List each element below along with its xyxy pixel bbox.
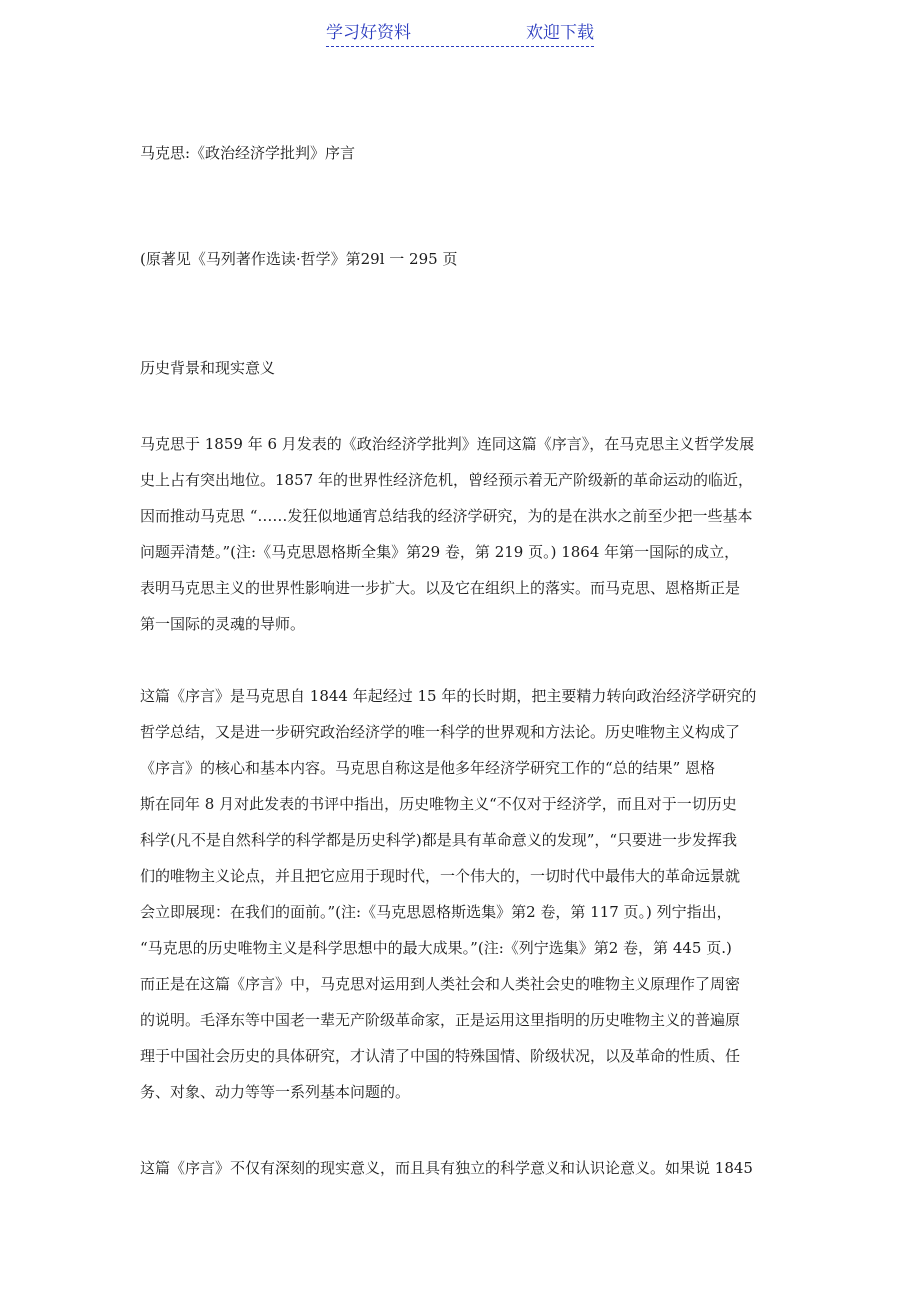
source-citation: (原著见《马列著作选读·哲学》第29l 一 295 页 xyxy=(140,250,458,268)
header-left-text: 学习好资料 xyxy=(326,23,411,43)
paragraph-line: 因而推动马克思 “……发狂似地通宵总结我的经济学研究，为的是在洪水之前至少把一些基本 xyxy=(140,507,753,525)
page-header xyxy=(326,20,594,47)
section-heading: 历史背景和现实意义 xyxy=(140,359,276,377)
paragraph-line: 《序言》的核心和基本内容。马克思自称这是他多年经济学研究工作的“总的结果” 恩格 xyxy=(140,759,716,777)
paragraph-line: 这篇《序言》是马克思自 1844 年起经过 15 年的长时期，把主要精力转向政治经济学研究的 xyxy=(140,687,757,705)
paragraph-line: 哲学总结，又是进一步研究政治经济学的唯一科学的世界观和方法论。历史唯物主义构成了 xyxy=(140,723,741,741)
paragraph-line: 史上占有突出地位。1857 年的世界性经济危机，曾经预示着无产阶级新的革命运动的临近， xyxy=(140,471,753,489)
paragraph-line: 们的唯物主义论点，并且把它应用于现时代，一个伟大的，一切时代中最伟大的革命远景就 xyxy=(140,867,741,885)
paragraph-line: 马克思于 1859 年 6 月发表的《政治经济学批判》连同这篇《序言》，在马克思主义哲学发展 xyxy=(140,435,755,453)
paragraph-line: 斯在同年 8 月对此发表的书评中指出，历史唯物主义“不仅对于经济学，而且对于一切历史 xyxy=(140,795,737,813)
paragraph-line: 的说明。毛泽东等中国老一辈无产阶级革命家，正是运用这里指明的历史唯物主义的普遍原 xyxy=(140,1011,741,1029)
paragraph-line: 这篇《序言》不仅有深刻的现实意义，而且具有独立的科学意义和认识论意义。如果说 1845 xyxy=(140,1159,753,1177)
paragraph-line: 而正是在这篇《序言》中，马克思对运用到人类社会和人类社会史的唯物主义原理作了周密 xyxy=(140,975,741,993)
paragraph-line: 表明马克思主义的世界性影响进一步扩大。以及它在组织上的落实。而马克思、恩格斯正是 xyxy=(140,579,741,597)
paragraph-line: 第一国际的灵魂的导师。 xyxy=(140,615,306,633)
paragraph-line: 理于中国社会历史的具体研究，才认清了中国的特殊国情、阶级状况，以及革命的性质、任 xyxy=(140,1047,741,1065)
paragraph-2 xyxy=(140,678,756,1110)
document-title: 马克思:《政治经济学批判》序言 xyxy=(140,144,356,162)
header-right-text: 欢迎下载 xyxy=(526,23,594,43)
paragraph-3 xyxy=(140,1150,753,1186)
paragraph-line: 问题弄清楚。”(注:《马克思恩格斯全集》第29 卷，第 219 页。) 1864 年第一国际的成立， xyxy=(140,543,740,561)
paragraph-1 xyxy=(140,426,754,642)
paragraph-line: “马克思的历史唯物主义是科学思想中的最大成果。”(注:《列宁选集》第2 卷，第 445 页.) xyxy=(140,939,732,957)
paragraph-line: 务、对象、动力等等一系列基本问题的。 xyxy=(140,1083,411,1101)
paragraph-line: 会立即展现：在我们的面前。”(注:《马克思恩格斯选集》第2 卷，第 117 页。) 列宁指出， xyxy=(140,903,732,921)
paragraph-line: 科学(凡不是自然科学的科学都是历史科学)都是具有革命意义的发现”，“只要进一步发挥我 xyxy=(140,831,738,849)
